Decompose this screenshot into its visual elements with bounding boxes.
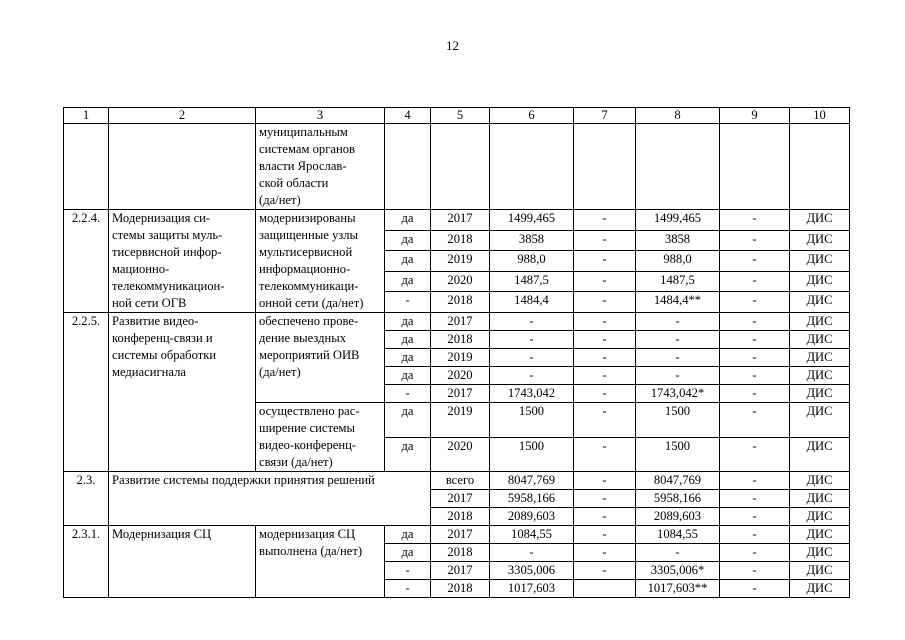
data-cell: ДИС [790, 544, 850, 562]
cell-empty [64, 124, 109, 210]
cell-line: мероприятий ОИВ [259, 348, 360, 362]
data-cell: - [720, 230, 790, 251]
data-cell: ДИС [790, 251, 850, 272]
data-cell: ДИС [790, 508, 850, 526]
cell-line: модернизированы [259, 211, 356, 225]
data-cell: 2017 [431, 526, 490, 544]
data-cell: 1017,603** [636, 580, 720, 598]
data-cell: - [574, 508, 636, 526]
data-cell: - [385, 580, 431, 598]
data-cell: - [385, 292, 431, 313]
cell-line: модернизация СЦ [259, 527, 356, 541]
data-cell: - [720, 580, 790, 598]
data-cell: - [490, 331, 574, 349]
column-number: 2 [109, 108, 256, 124]
data-cell: ДИС [790, 403, 850, 438]
cell-line: онной сети (да/нет) [259, 296, 364, 310]
cell-line: видео-конференц- [259, 438, 356, 452]
column-number: 8 [636, 108, 720, 124]
data-cell: 3305,006* [636, 562, 720, 580]
cell-line: тисервисной инфор- [112, 245, 222, 259]
data-cell: - [574, 367, 636, 385]
data-cell: - [574, 437, 636, 472]
data-cell: - [720, 562, 790, 580]
data-cell: да [385, 437, 431, 472]
data-cell: 3305,006 [490, 562, 574, 580]
cell-line: ской области [259, 176, 329, 190]
data-cell: - [720, 271, 790, 292]
data-cell: - [490, 544, 574, 562]
data-cell: - [574, 385, 636, 403]
data-cell: 2018 [431, 544, 490, 562]
data-cell: - [574, 230, 636, 251]
cell-line: связи (да/нет) [259, 455, 333, 469]
data-cell: - [574, 292, 636, 313]
data-cell: - [720, 292, 790, 313]
data-cell: 2019 [431, 349, 490, 367]
cell-line: обеспечено прове- [259, 314, 359, 328]
data-cell: ДИС [790, 271, 850, 292]
data-cell: ДИС [790, 292, 850, 313]
data-cell: ДИС [790, 526, 850, 544]
data-cell: 1500 [636, 437, 720, 472]
data-cell: - [720, 331, 790, 349]
data-cell: ДИС [790, 580, 850, 598]
column-number: 4 [385, 108, 431, 124]
data-cell: - [720, 472, 790, 490]
cell-line: власти Ярослав- [259, 159, 347, 173]
data-cell: 2019 [431, 251, 490, 272]
table-row [64, 313, 850, 331]
cell-empty [790, 124, 850, 210]
data-cell: - [720, 313, 790, 331]
indicator-cell [256, 124, 385, 210]
cell-line: системы обработки [112, 348, 217, 362]
data-cell: - [720, 210, 790, 231]
data-cell: - [574, 313, 636, 331]
data-cell: - [720, 349, 790, 367]
data-cell: 2018 [431, 331, 490, 349]
data-cell: 2017 [431, 490, 490, 508]
cell-line: системам органов [259, 142, 355, 156]
data-cell: 1500 [490, 437, 574, 472]
data-cell: да [385, 526, 431, 544]
data-cell: 3858 [636, 230, 720, 251]
data-cell: 2017 [431, 562, 490, 580]
data-cell: - [574, 472, 636, 490]
cell-line: защищенные узлы [259, 228, 358, 242]
data-cell: ДИС [790, 385, 850, 403]
cell-line: телекоммуникацион- [112, 279, 225, 293]
data-cell: 988,0 [490, 251, 574, 272]
data-cell: 2020 [431, 271, 490, 292]
data-cell: - [574, 490, 636, 508]
data-cell: 1484,4** [636, 292, 720, 313]
activity-number: 2.3. [64, 472, 109, 526]
data-cell: 1499,465 [636, 210, 720, 231]
data-cell: 1500 [490, 403, 574, 438]
cell-line: конференц-связи и [112, 331, 213, 345]
data-cell: да [385, 403, 431, 438]
column-number: 7 [574, 108, 636, 124]
data-cell: - [574, 562, 636, 580]
data-cell: - [636, 331, 720, 349]
data-cell: - [490, 349, 574, 367]
data-cell: да [385, 349, 431, 367]
data-cell: да [385, 544, 431, 562]
data-cell: ДИС [790, 230, 850, 251]
data-cell: 2020 [431, 437, 490, 472]
data-cell: - [636, 313, 720, 331]
data-cell: - [720, 437, 790, 472]
cell-line: (да/нет) [259, 193, 301, 207]
column-number: 3 [256, 108, 385, 124]
data-cell: 988,0 [636, 251, 720, 272]
cell-empty [431, 124, 490, 210]
data-cell: ДИС [790, 331, 850, 349]
data-cell: да [385, 210, 431, 231]
cell-empty [109, 124, 256, 210]
data-cell: 1017,603 [490, 580, 574, 598]
data-cell [574, 580, 636, 598]
data-cell: 2089,603 [490, 508, 574, 526]
data-cell: 2018 [431, 508, 490, 526]
indicator-cell [256, 526, 385, 598]
data-cell: - [720, 385, 790, 403]
data-cell: - [574, 331, 636, 349]
cell-line: Модернизация си- [112, 211, 211, 225]
column-number: 5 [431, 108, 490, 124]
activity-name: Развитие системы поддержки принятия решений [109, 472, 431, 526]
cell-line: дение выездных [259, 331, 347, 345]
cell-line: информационно- [259, 262, 351, 276]
column-number: 1 [64, 108, 109, 124]
data-cell: 2018 [431, 580, 490, 598]
continuation-row [64, 124, 850, 210]
cell-empty [636, 124, 720, 210]
cell-empty [720, 124, 790, 210]
table-body [64, 108, 850, 598]
data-cell: 1499,465 [490, 210, 574, 231]
data-cell: 2020 [431, 367, 490, 385]
data-cell: 2017 [431, 210, 490, 231]
cell-line: осуществлено рас- [259, 404, 360, 418]
data-cell: всего [431, 472, 490, 490]
data-cell: - [636, 349, 720, 367]
data-cell: 2017 [431, 385, 490, 403]
cell-line: (да/нет) [259, 365, 301, 379]
data-cell: - [720, 544, 790, 562]
data-cell: 1084,55 [490, 526, 574, 544]
cell-empty [385, 124, 431, 210]
data-cell: ДИС [790, 313, 850, 331]
data-cell: ДИС [790, 490, 850, 508]
data-cell: 8047,769 [490, 472, 574, 490]
activity-name: Модернизация СЦ [109, 526, 256, 598]
data-cell: - [720, 251, 790, 272]
column-number: 6 [490, 108, 574, 124]
data-cell: 1743,042 [490, 385, 574, 403]
data-cell: да [385, 271, 431, 292]
column-number: 9 [720, 108, 790, 124]
program-activities-table [63, 107, 850, 598]
data-cell: 5958,166 [490, 490, 574, 508]
table-row [64, 472, 850, 490]
cell-empty [490, 124, 574, 210]
data-cell: - [574, 544, 636, 562]
data-cell: 1500 [636, 403, 720, 438]
data-cell: - [490, 367, 574, 385]
cell-line: муниципальным [259, 125, 348, 139]
data-cell: да [385, 331, 431, 349]
cell-line: телекоммуникаци- [259, 279, 359, 293]
data-cell: 1487,5 [636, 271, 720, 292]
data-cell: - [385, 562, 431, 580]
data-cell: 2017 [431, 313, 490, 331]
data-cell: - [574, 349, 636, 367]
data-cell: - [574, 251, 636, 272]
data-cell: 1484,4 [490, 292, 574, 313]
activity-number: 2.2.5. [64, 313, 109, 472]
data-cell: ДИС [790, 210, 850, 231]
data-cell: ДИС [790, 349, 850, 367]
cell-line: мационно- [112, 262, 170, 276]
data-cell: ДИС [790, 437, 850, 472]
data-cell: - [720, 490, 790, 508]
column-number: 10 [790, 108, 850, 124]
data-cell: - [385, 385, 431, 403]
data-cell: - [574, 271, 636, 292]
cell-line: Развитие видео- [112, 314, 199, 328]
data-cell: - [574, 526, 636, 544]
data-cell: - [720, 367, 790, 385]
cell-line: выполнена (да/нет) [259, 544, 363, 558]
cell-line: ширение системы [259, 421, 355, 435]
data-cell: - [574, 403, 636, 438]
data-cell: 5958,166 [636, 490, 720, 508]
data-cell: 1084,55 [636, 526, 720, 544]
cell-line: медиасигнала [112, 365, 186, 379]
data-cell: ДИС [790, 472, 850, 490]
data-cell: да [385, 251, 431, 272]
data-cell: ДИС [790, 562, 850, 580]
activity-name [109, 210, 256, 313]
cell-line: ной сети ОГВ [112, 296, 187, 310]
data-cell: - [720, 526, 790, 544]
indicator-cell [256, 313, 385, 403]
data-cell: - [720, 508, 790, 526]
data-cell: - [574, 210, 636, 231]
data-cell: 3858 [490, 230, 574, 251]
data-cell: 2089,603 [636, 508, 720, 526]
data-cell: - [490, 313, 574, 331]
table-row [64, 210, 850, 231]
data-cell: - [720, 403, 790, 438]
data-cell: 8047,769 [636, 472, 720, 490]
data-cell: ДИС [790, 367, 850, 385]
data-cell: да [385, 230, 431, 251]
data-cell: 2019 [431, 403, 490, 438]
page-number: 12 [446, 38, 459, 53]
data-cell: 2018 [431, 292, 490, 313]
table-row [64, 526, 850, 544]
data-cell: - [636, 367, 720, 385]
indicator-cell [256, 403, 385, 472]
activity-name [109, 313, 256, 472]
cell-line: стемы защиты муль- [112, 228, 223, 242]
cell-empty [574, 124, 636, 210]
data-cell: да [385, 367, 431, 385]
data-cell: - [636, 544, 720, 562]
activity-number: 2.2.4. [64, 210, 109, 313]
data-cell: 1743,042* [636, 385, 720, 403]
data-cell: да [385, 313, 431, 331]
data-cell: 1487,5 [490, 271, 574, 292]
activity-number: 2.3.1. [64, 526, 109, 598]
cell-line: мультисервисной [259, 245, 353, 259]
data-cell: 2018 [431, 230, 490, 251]
header-row [64, 108, 850, 124]
indicator-cell [256, 210, 385, 313]
